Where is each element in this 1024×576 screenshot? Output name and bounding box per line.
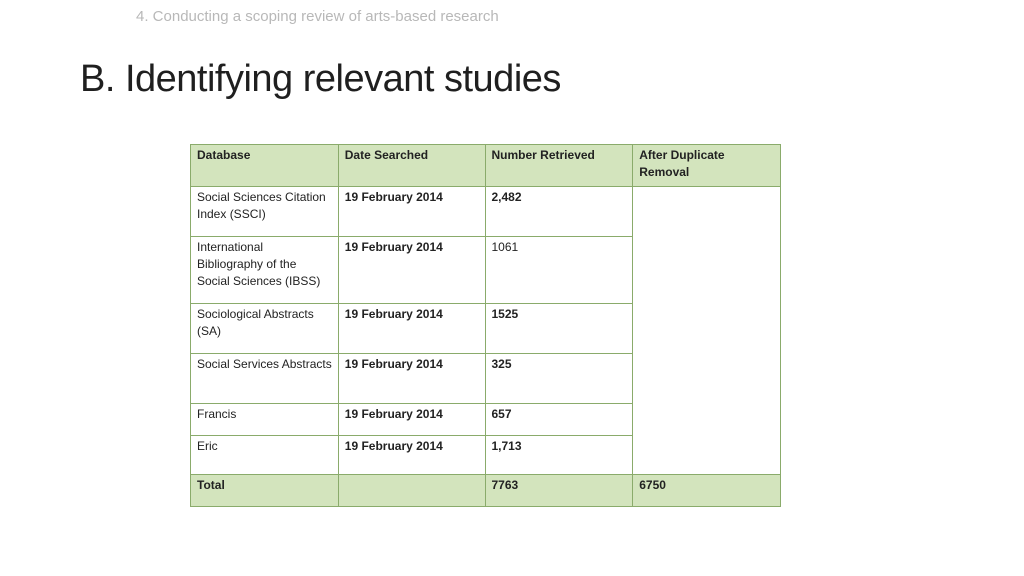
- date-cell: 19 February 2014: [338, 237, 485, 304]
- column-header-date-searched: Date Searched: [338, 145, 485, 187]
- database-cell: Social Sciences Citation Index (SSCI): [191, 187, 339, 237]
- column-header-database: Database: [191, 145, 339, 187]
- date-cell: 19 February 2014: [338, 187, 485, 237]
- date-cell: 19 February 2014: [338, 304, 485, 354]
- total-after-removal-cell: 6750: [633, 475, 781, 507]
- database-search-table: [190, 144, 781, 507]
- date-cell: 19 February 2014: [338, 354, 485, 404]
- section-header: 4. Conducting a scoping review of arts-based research: [136, 8, 499, 25]
- database-cell: Social Services Abstracts: [191, 354, 339, 404]
- total-row: [191, 475, 781, 507]
- slide-title: B. Identifying relevant studies: [80, 58, 561, 100]
- database-cell: Francis: [191, 404, 339, 436]
- database-cell: Eric: [191, 436, 339, 475]
- retrieved-cell: 325: [485, 354, 633, 404]
- retrieved-cell: 1525: [485, 304, 633, 354]
- column-header-number-retrieved: Number Retrieved: [485, 145, 633, 187]
- database-cell: International Bibliography of the Social Sciences (IBSS): [191, 237, 339, 304]
- database-cell: Sociological Abstracts (SA): [191, 304, 339, 354]
- retrieved-cell: 1,713: [485, 436, 633, 475]
- total-label-cell: Total: [191, 475, 339, 507]
- table-row: [191, 187, 781, 237]
- date-cell: 19 February 2014: [338, 404, 485, 436]
- total-date-cell: [338, 475, 485, 507]
- after-removal-merged-cell: [633, 187, 781, 475]
- date-cell: 19 February 2014: [338, 436, 485, 475]
- retrieved-cell: 2,482: [485, 187, 633, 237]
- retrieved-cell: 1061: [485, 237, 633, 304]
- total-retrieved-cell: 7763: [485, 475, 633, 507]
- column-header-after-duplicate-removal: After Duplicate Removal: [633, 145, 781, 187]
- retrieved-cell: 657: [485, 404, 633, 436]
- table-header-row: [191, 145, 781, 187]
